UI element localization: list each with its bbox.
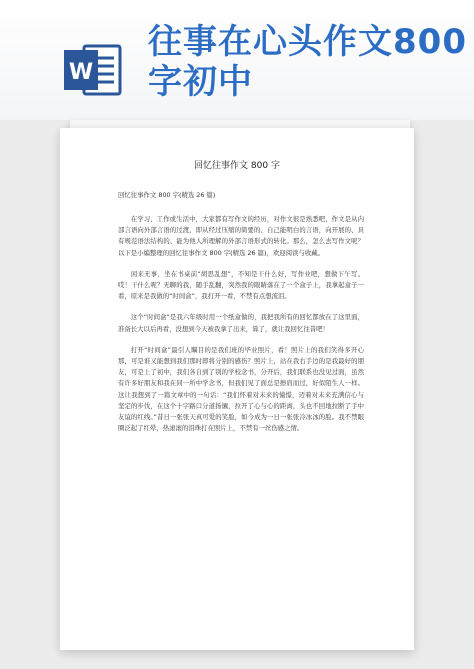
paragraph: 这个“时间盒”是我六年级时用一个纸盒做的，我把我所有的回忆都放在了这里面，准备长大以后再看，没想到今天被我拿了出来，算了，就让我回忆往昔吧！ xyxy=(118,313,364,333)
paragraph: 在学习、工作或生活中，大家都有写作文的经历，对作文很是熟悉吧，作文是从内部言语向外部言语的过渡，即从经过压缩的简要的、自己能明白的言语，向开展的、具有规范语法结构的、能为他人所理解的外部言语形式的转化。那么，怎么去写作文呢？以下是小编整理的回忆往事作文 800 字(精选 26 篇)，欢迎阅读与收藏。 xyxy=(118,215,364,257)
page-title: 往事在心头作文800字初中 xyxy=(148,22,467,102)
word-document-icon xyxy=(62,40,124,100)
document-subtitle: 回忆往事作文 800 字(精选 26 篇) xyxy=(118,191,216,199)
word-icon-letter: W xyxy=(68,60,94,85)
paragraph: 闲来无事，坐在书桌前“胡思乱想”，不知是干什么好，写作业吧，想做下午写。哎！干什么呢？无聊的我，随手乱翻，突然我的眼睛落在了一个盒子上，我拿起盒子一看，原来是我做的“时间盒”，我打开一看，不禁有点想流泪。 xyxy=(118,269,364,301)
document-title: 回忆往事作文 800 字 xyxy=(194,161,280,171)
document-page xyxy=(60,128,414,650)
paragraph: 打开“时间盒”最引人瞩目的是我们班的毕业照片，看！照片上的我们笑得多开心那，可是谁又能想到我们那时即将分别的感伤？照片上，站在我右手边的是我最好的朋友，可是上了初中，我们各自到了别的学校念书，分开后，我们联系也没见过面，虽然有许多好朋友和我在同一所中学念书，但我们见了面总是擦肩而过，好似陌生人一样。这让我想到了一篇文章中的一句话：“我们怀着对未来的憧憬，迈着对未来充满信心与坚定的步伐，在这个十字路口分道扬镳，拉开了心与心的距离，头也不回地拉断了手中友谊的红线。”昔日一张张天真可爱的笑脸，如今成为一日一张张冷冰冰的脸。我不禁眼圈泛起了红晕，热滚滚的泪珠打在照片上，不禁有一丝伤感之情。 xyxy=(118,345,364,433)
document-body xyxy=(118,214,364,444)
